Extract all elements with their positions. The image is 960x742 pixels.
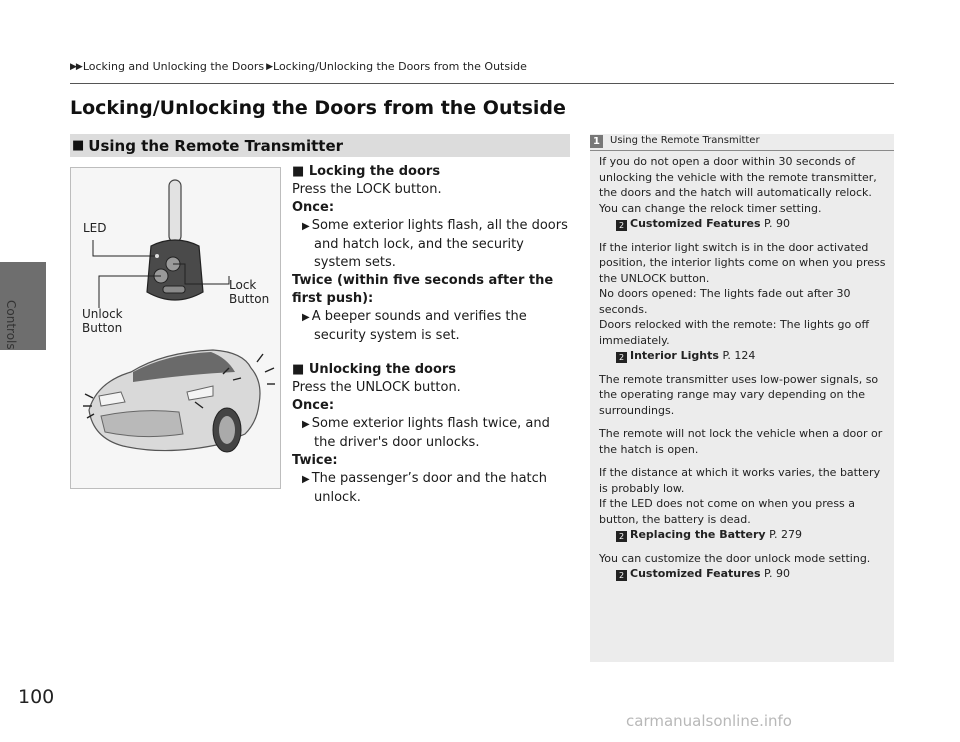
- reference-icon: 2: [616, 220, 627, 231]
- square-bullet-icon: ■: [292, 362, 305, 377]
- notes-body: [599, 154, 889, 582]
- triangle-arrow-icon: ▶: [302, 419, 310, 430]
- note-paragraph: If you do not open a door within 30 seconds of unlocking the vehicle with the remote transmitter, the doors and the hatch will automatically relock. You can change the relock timer setting.: [599, 155, 877, 215]
- note-number-icon: 1: [590, 135, 603, 148]
- unlock-heading: ■ Unlocking the doors: [292, 362, 457, 377]
- breadcrumb: [70, 60, 527, 73]
- note-paragraph: The remote will not lock the vehicle when a door or the hatch is open.: [599, 427, 883, 456]
- note-paragraph: If the distance at which it works varies, the battery is probably low.: [599, 466, 881, 495]
- square-bullet-icon: ■: [72, 138, 85, 153]
- unlock-once-text: ▶ Some exterior lights flash twice, and the driver's door unlocks.: [302, 416, 550, 450]
- note-paragraph: If the interior light switch is in the door activated position, the interior lights come on when you press the UNLOCK button.: [599, 240, 886, 285]
- lock-once-text: ▶ Some exterior lights flash, all the doors and hatch lock, and the security system sets.: [302, 218, 568, 270]
- cross-reference[interactable]: 2 Customized Features P. 90: [599, 216, 889, 232]
- once-label: Once:: [292, 200, 335, 215]
- notes-panel: [590, 134, 894, 662]
- reference-icon: 2: [616, 531, 627, 542]
- notes-header: [590, 134, 894, 151]
- triangle-arrow-icon: ▶▶: [70, 61, 82, 72]
- note-paragraph: The remote transmitter uses low-power signals, so the operating range may vary depending on the surroundings.: [599, 372, 879, 417]
- lock-button-callout: Lock Button: [229, 278, 270, 306]
- reference-icon: 2: [616, 570, 627, 581]
- unlock-twice-text: ▶ The passenger’s door and the hatch unlock.: [302, 471, 548, 505]
- unlock-instruction: Press the UNLOCK button.: [292, 380, 461, 395]
- section-header: [70, 134, 570, 157]
- led-callout: LED: [83, 221, 107, 235]
- page-number: 100: [18, 686, 55, 708]
- watermark: carmanualsonline.info: [626, 712, 792, 730]
- lock-heading: ■ Locking the doors: [292, 164, 441, 179]
- page-title: Locking/Unlocking the Doors from the Outside: [70, 97, 566, 119]
- notes-title: Using the Remote Transmitter: [610, 135, 760, 146]
- cross-reference[interactable]: 2 Replacing the Battery P. 279: [599, 527, 889, 543]
- triangle-arrow-icon: ▶: [302, 312, 310, 323]
- triangle-arrow-icon: ▶: [266, 61, 273, 72]
- cross-reference[interactable]: 2 Interior Lights P. 124: [599, 348, 889, 364]
- chapter-label: Controls: [4, 300, 18, 350]
- section-header-text: Using the Remote Transmitter: [88, 136, 344, 155]
- lock-instruction: Press the LOCK button.: [292, 182, 442, 197]
- breadcrumb-item[interactable]: Locking/Unlocking the Doors from the Outside: [273, 60, 527, 73]
- remote-and-car-illustration: [70, 167, 281, 489]
- twice-label: Twice (within five seconds after the first push):: [292, 273, 554, 306]
- reference-icon: 2: [616, 352, 627, 363]
- main-instructions: [292, 163, 572, 507]
- note-paragraph: Doors relocked with the remote: The lights go off immediately.: [599, 318, 870, 347]
- unlock-twice-label: Twice:: [292, 453, 338, 468]
- triangle-arrow-icon: ▶: [302, 221, 310, 232]
- square-bullet-icon: ■: [292, 164, 305, 179]
- lock-twice-text: ▶ A beeper sounds and verifies the security system is set.: [302, 309, 527, 343]
- note-paragraph: If the LED does not come on when you press a button, the battery is dead.: [599, 497, 856, 526]
- unlock-once-label: Once:: [292, 398, 335, 413]
- note-paragraph: You can customize the door unlock mode setting.: [599, 551, 871, 565]
- cross-reference[interactable]: 2 Customized Features P. 90: [599, 566, 889, 582]
- note-paragraph: No doors opened: The lights fade out after 30 seconds.: [599, 287, 851, 316]
- header-divider: [70, 83, 894, 84]
- unlock-button-callout: Unlock Button: [82, 307, 123, 335]
- breadcrumb-item[interactable]: Locking and Unlocking the Doors: [82, 60, 265, 73]
- triangle-arrow-icon: ▶: [302, 474, 310, 485]
